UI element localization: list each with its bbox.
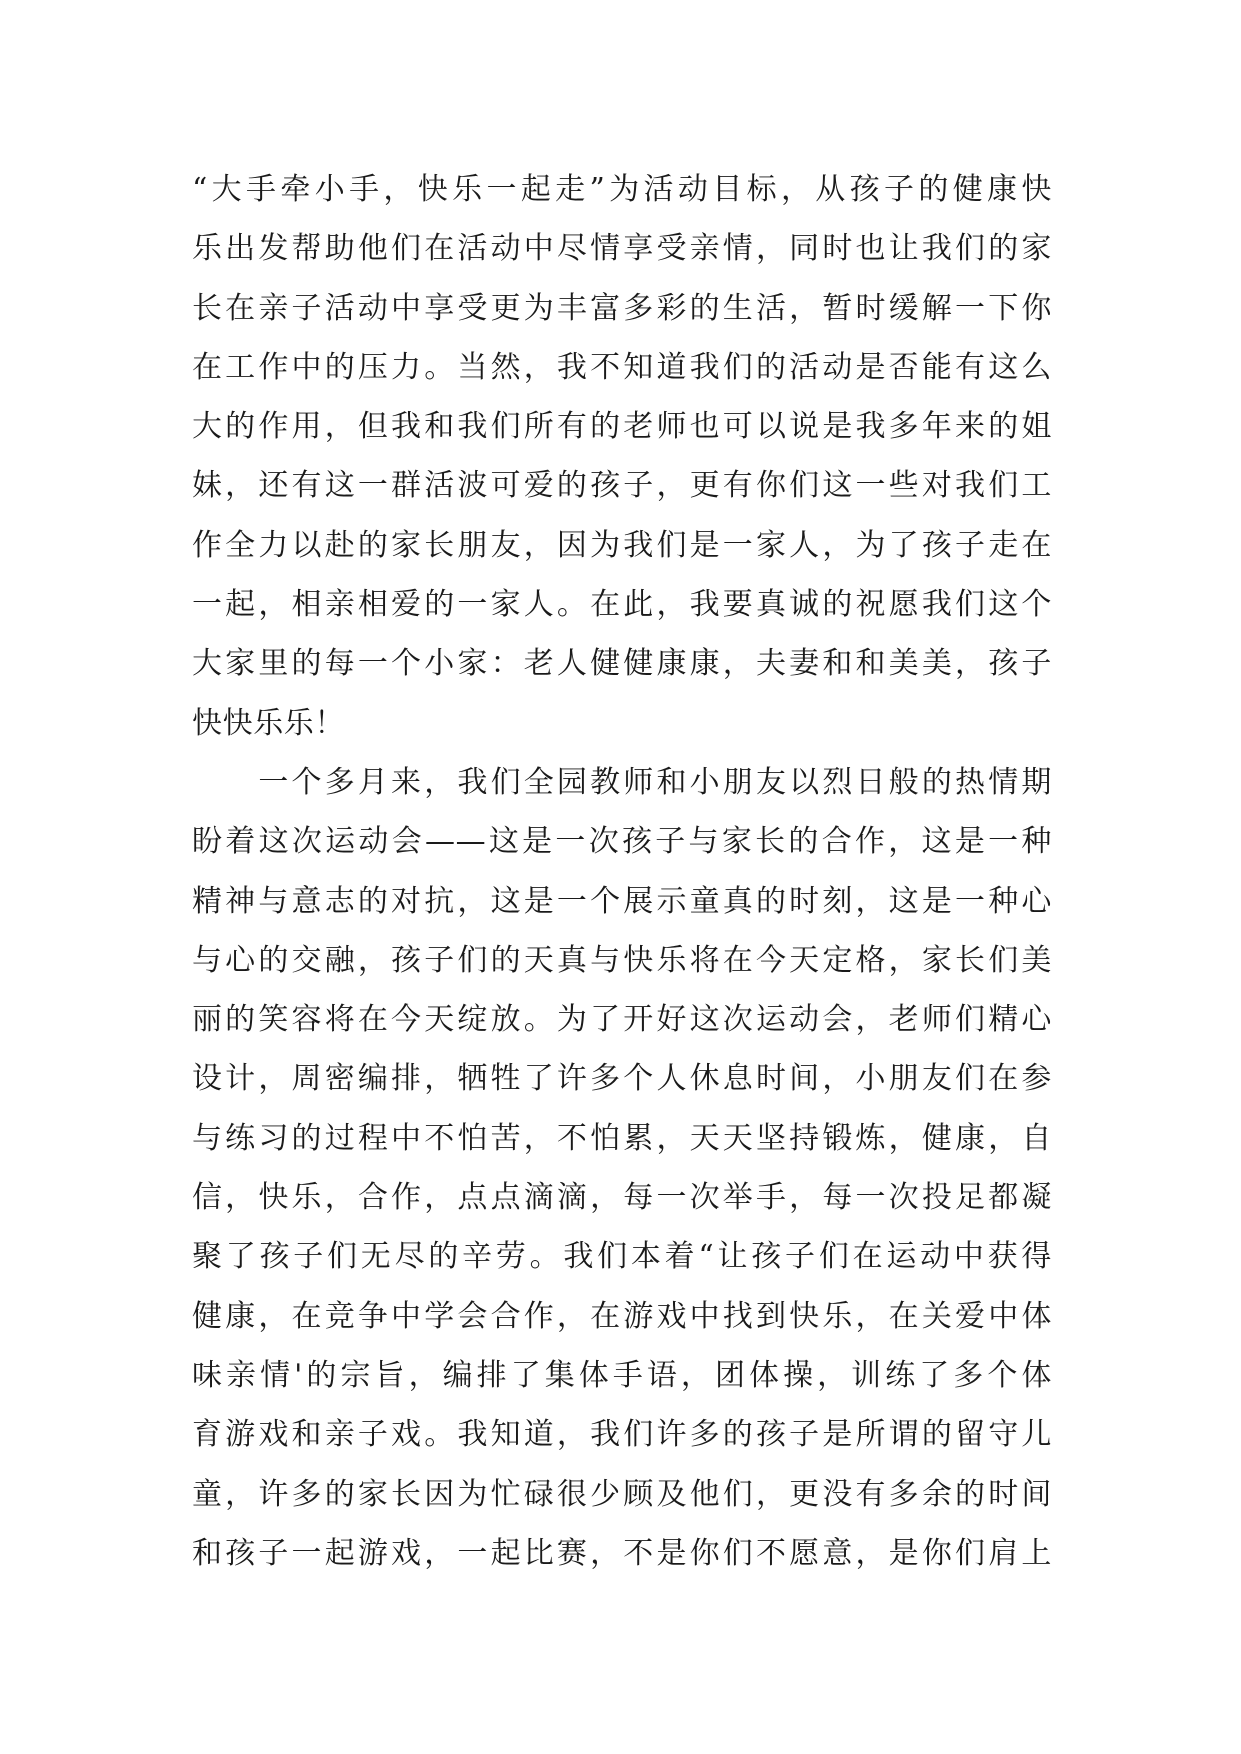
text-line-24: 和孩子一起游戏，一起比赛，不是你们不愿意，是你们肩上 (192, 1535, 1052, 1571)
text-line-11: 一个多月来，我们全园教师和小朋友以烈日般的热情期 (192, 764, 1052, 800)
text-line-21: 味亲情'的宗旨，编排了集体手语，团体操，训练了多个体 (192, 1357, 1052, 1393)
text-line-9: 大家里的每一个小家：老人健健康康，夫妻和和美美，孩子 (192, 646, 1052, 682)
text-line-22: 育游戏和亲子戏。我知道，我们许多的孩子是所谓的留守儿 (192, 1417, 1052, 1453)
text-line-23: 童，许多的家长因为忙碌很少顾及他们，更没有多余的时间 (192, 1476, 1052, 1512)
text-line-10: 快快乐乐！ (192, 705, 345, 741)
text-line-17: 与练习的过程中不怕苦，不怕累，天天坚持锻炼，健康，自 (192, 1120, 1052, 1156)
text-line-16: 设计，周密编排，牺牲了许多个人休息时间，小朋友们在参 (192, 1061, 1052, 1097)
text-line-4: 在工作中的压力。当然，我不知道我们的活动是否能有这么 (192, 349, 1052, 385)
text-line-5: 大的作用，但我和我们所有的老师也可以说是我多年来的姐 (192, 409, 1052, 445)
text-line-19: 聚了孩子们无尽的辛劳。我们本着“让孩子们在运动中获得 (192, 1239, 1052, 1275)
text-line-13: 精神与意志的对抗，这是一个展示童真的时刻，这是一种心 (192, 883, 1052, 919)
text-line-8: 一起，相亲相爱的一家人。在此，我要真诚的祝愿我们这个 (192, 587, 1052, 623)
text-line-2: 乐出发帮助他们在活动中尽情享受亲情，同时也让我们的家 (192, 231, 1052, 267)
text-line-20: 健康，在竞争中学会合作，在游戏中找到快乐，在关爱中体 (192, 1298, 1052, 1334)
text-line-15: 丽的笑容将在今天绽放。为了开好这次运动会，老师们精心 (192, 1002, 1052, 1038)
body-text (192, 160, 1052, 1583)
text-line-3: 长在亲子活动中享受更为丰富多彩的生活，暂时缓解一下你 (192, 290, 1052, 326)
text-line-6: 妹，还有这一群活波可爱的孩子，更有你们这一些对我们工 (192, 468, 1052, 504)
text-line-12: 盼着这次运动会——这是一次孩子与家长的合作，这是一种 (192, 824, 1052, 860)
text-line-1: “大手牵小手，快乐一起走”为活动目标，从孩子的健康快 (192, 172, 1052, 207)
text-line-18: 信，快乐，合作，点点滴滴，每一次举手，每一次投足都凝 (192, 1180, 1052, 1216)
text-line-14: 与心的交融，孩子们的天真与快乐将在今天定格，家长们美 (192, 942, 1052, 978)
text-line-7: 作全力以赴的家长朋友，因为我们是一家人，为了孩子走在 (192, 527, 1052, 563)
